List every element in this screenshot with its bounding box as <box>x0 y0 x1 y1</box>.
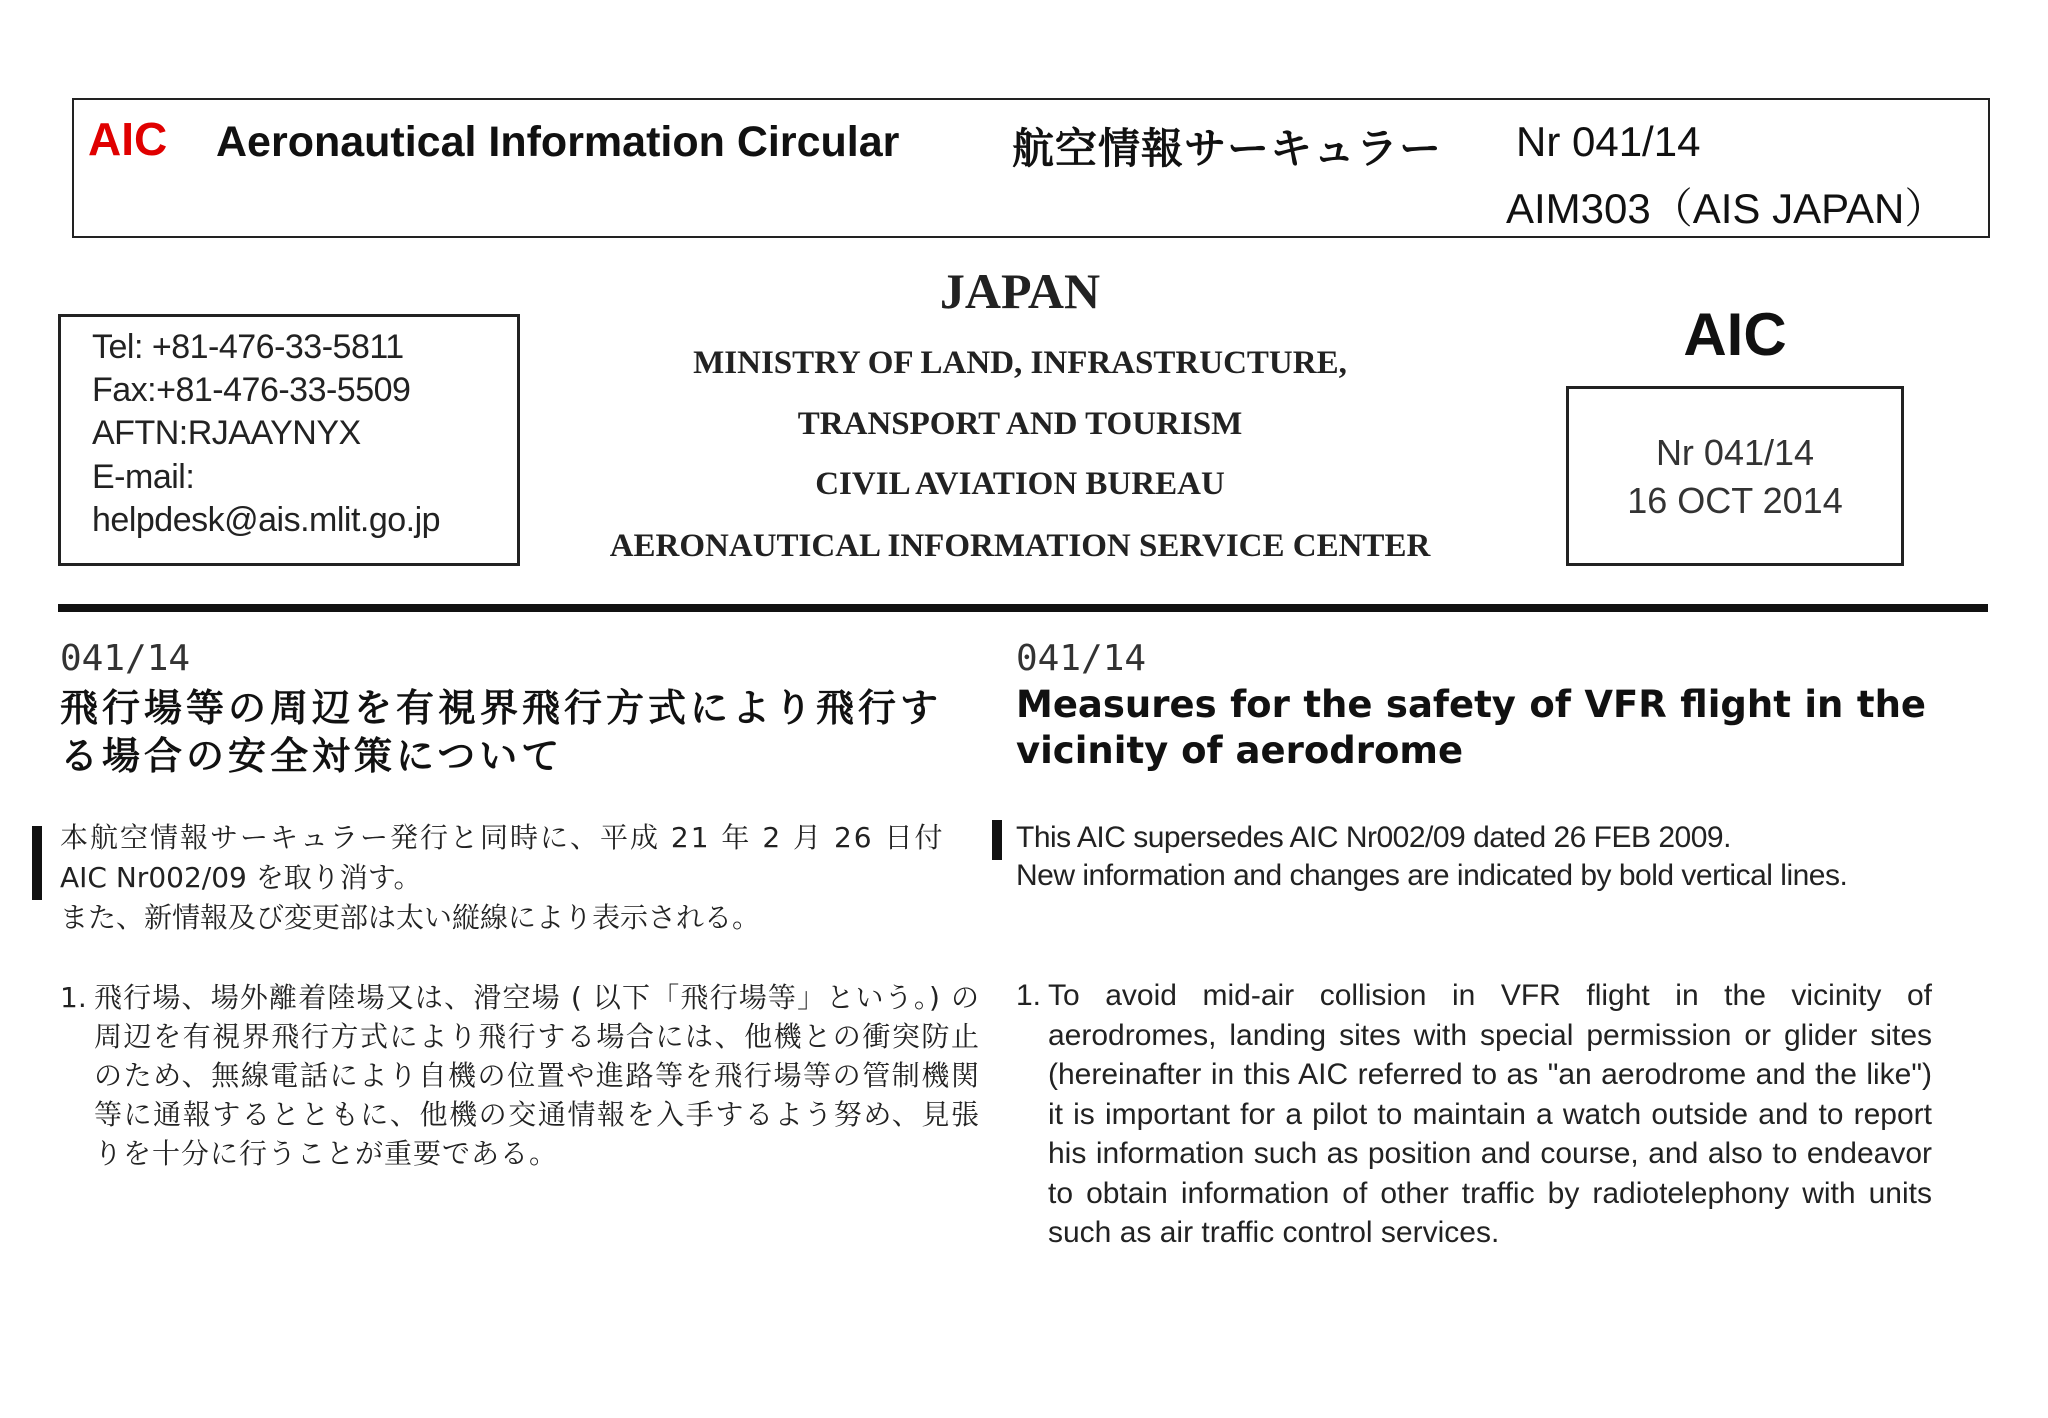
en-circular-number: 041/14 <box>1016 638 1147 679</box>
contact-email[interactable]: helpdesk@ais.mlit.go.jp <box>92 501 441 539</box>
en-item-1 <box>1016 976 1932 1253</box>
aic-label: AIC <box>1683 301 1787 368</box>
jp-circular-title: 飛行場等の周辺を有視界飛行方式により飛行する場合の安全対策について <box>60 686 943 778</box>
banner-aic-label: AIC <box>88 113 168 165</box>
banner-title-jp: 航空情報サーキュラー <box>1012 124 1443 173</box>
aic-number-box <box>1566 386 1904 566</box>
jp-supersede-line-2: AIC Nr002/09 を取り消す。 <box>60 861 422 894</box>
heading-line-3: CIVIL AVIATION BUREAU <box>815 466 1225 502</box>
jp-supersede-line-1: 本航空情報サーキュラー発行と同時に、平成 21 年 2 月 26 日付 <box>60 821 945 854</box>
en-circular-title: Measures for the safety of VFR flight in the vicinity of aerodrome <box>1016 683 1926 772</box>
heading-country: JAPAN <box>939 263 1101 319</box>
heading-line-4: AERONAUTICAL INFORMATION SERVICE CENTER <box>609 528 1431 564</box>
banner-title: Aeronautical Information Circular <box>216 118 900 166</box>
change-bar-en <box>992 820 1002 860</box>
jp-circular-number: 041/14 <box>60 638 191 679</box>
banner-aim: AIM303（AIS JAPAN） <box>1506 185 1947 232</box>
change-bar-jp <box>32 826 42 900</box>
contact-tel: Tel: +81-476-33-5811 <box>92 328 404 366</box>
en-supersede-line-1: This AIC supersedes AIC Nr002/09 dated 26 FEB 2009. <box>1016 821 1731 854</box>
jp-item-text: 飛行場、場外離着陸場又は、滑空場 ( 以下「飛行場等」という。) の周辺を有視界飛行方式により飛行する場合には、他機との衝突防止のため、無線電話により自機の位置や進路等を飛行場等の管制機関等に通報するとともに、他機の交通情報を入手するよう努め、見張りを十分に行うことが重要である。 <box>94 981 980 1170</box>
aic-date: 16 OCT 2014 <box>1627 480 1843 521</box>
jp-supersede-line-3: また、新情報及び変更部は太い縦線により表示される。 <box>60 901 761 934</box>
contact-fax: Fax:+81-476-33-5509 <box>92 371 411 409</box>
heading-line-1: MINISTRY OF LAND, INFRASTRUCTURE, <box>693 345 1347 381</box>
divider-rule <box>58 604 1988 612</box>
en-item-text: To avoid mid-air collision in VFR flight in the vicinity of aerodromes, landing sites with special permission or glider sites (hereinafter in this AIC referred to as "an aerodrome and the like") it is important for a pilot to maintain a watch outside and to report his information such as position and course, and also to endeavor to obtain information of other traffic by radiotelephony with units such as air traffic control services. <box>1048 979 1932 1249</box>
banner-number: Nr 041/14 <box>1516 118 1701 165</box>
aic-number: Nr 041/14 <box>1655 432 1815 473</box>
en-item-number: 1. <box>1016 979 1042 1012</box>
heading-line-2: TRANSPORT AND TOURISM <box>797 406 1243 442</box>
jp-item-number: 1. <box>60 981 87 1014</box>
en-supersede-line-2: New information and changes are indicated by bold vertical lines. <box>1016 859 1848 892</box>
contact-email-label: E-mail: <box>92 458 195 496</box>
contact-aftn: AFTN:RJAAYNYX <box>92 414 361 452</box>
jp-item-1 <box>60 978 980 1173</box>
